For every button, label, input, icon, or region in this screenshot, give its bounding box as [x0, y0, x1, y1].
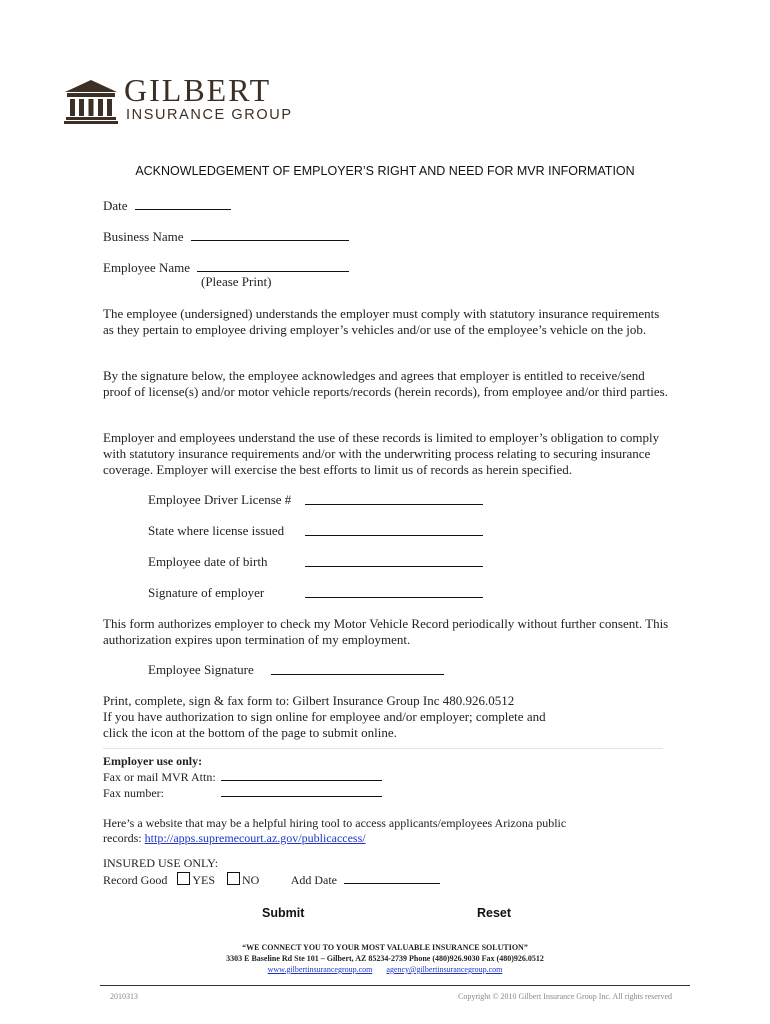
- employee-signature-label: Employee Signature: [148, 662, 254, 677]
- website-link[interactable]: www.gilbertinsurancegroup.com: [267, 965, 373, 974]
- dob-field[interactable]: [305, 554, 483, 567]
- form-code: 2010313: [110, 992, 138, 1001]
- fax-number-label: Fax number:: [103, 786, 164, 800]
- building-columns-logo-icon: [62, 78, 120, 126]
- add-date-label: Add Date: [290, 873, 338, 887]
- dob-label: Employee date of birth: [148, 554, 268, 569]
- license-label: Employee Driver License #: [148, 492, 292, 507]
- section-divider: [103, 748, 663, 749]
- fax-mail-field[interactable]: [221, 768, 382, 781]
- add-date-field[interactable]: [344, 871, 440, 884]
- license-field[interactable]: [305, 492, 483, 505]
- footer-rule: [100, 985, 690, 986]
- employee-name-field[interactable]: [197, 259, 349, 272]
- paragraph-2: By the signature below, the employee acknowledges and agrees that employer is entitled to receive/send proof of license(s) and/or motor vehicle reports/records (herein records), from employee and/or third parties.: [103, 368, 668, 399]
- instructions-line-2: If you have authorization to sign online for employee and/or employer; complete and: [103, 709, 546, 724]
- fax-number-field[interactable]: [221, 784, 382, 797]
- instructions-line-3: click the icon at the bottom of the page to submit online.: [103, 725, 397, 740]
- insured-use-title: INSURED USE ONLY:: [103, 856, 219, 870]
- footer-slogan: “WE CONNECT YOU TO YOUR MOST VALUABLE INSURANCE SOLUTION”: [242, 943, 528, 952]
- employer-signature-label: Signature of employer: [148, 585, 265, 600]
- business-label: Business Name: [103, 229, 184, 244]
- record-good-label: Record Good: [103, 873, 168, 887]
- logo-name: GILBERT: [124, 72, 272, 108]
- fax-mail-label: Fax or mail MVR Attn:: [103, 770, 216, 784]
- instructions-line-1: Print, complete, sign & fax form to: Gilbert Insurance Group Inc 480.926.0512: [103, 693, 515, 708]
- authorization-text: This form authorizes employer to check my Motor Vehicle Record periodically without further consent. This authorization expires upon termination of my employment.: [103, 616, 669, 647]
- employee-label: Employee Name: [103, 260, 190, 275]
- business-name-field[interactable]: [191, 228, 349, 241]
- yes-label: YES: [192, 873, 215, 887]
- date-label: Date: [103, 198, 128, 213]
- paragraph-3: Employer and employees understand the use of these records is limited to employer’s obligation to comply with statutory insurance requirements and/or with the underwriting process relating to securing insurance coverage. Employer will exercise the best efforts to limit us of records as herein specified.: [103, 430, 660, 477]
- date-field[interactable]: [135, 197, 231, 210]
- email-link[interactable]: agency@gilbertinsurancegroup.com: [386, 965, 503, 974]
- record-good-row: [103, 871, 440, 888]
- date-row: [103, 197, 231, 214]
- no-checkbox[interactable]: [227, 872, 240, 885]
- employer-signature-field[interactable]: [305, 585, 483, 598]
- state-label: State where license issued: [148, 523, 285, 538]
- website-records-row: [103, 831, 366, 846]
- records-prefix: records:: [103, 831, 145, 845]
- form-title: ACKNOWLEDGEMENT OF EMPLOYER’S RIGHT AND NEED FOR MVR INFORMATION: [135, 164, 635, 178]
- employee-signature-field[interactable]: [271, 662, 444, 675]
- footer-address: 3303 E Baseline Rd Ste 101 – Gilbert, AZ 85234-2739 Phone (480)926.9030 Fax (480)926.0512: [226, 954, 544, 963]
- logo-subtitle: INSURANCE GROUP: [126, 107, 293, 123]
- company-logo: [62, 72, 293, 126]
- please-print-note: (Please Print): [201, 274, 272, 289]
- paragraph-1: The employee (undersigned) understands the employer must comply with statutory insurance requirements as they pertain to employee driving employer’s vehicles and/or use of the employee’s vehicle on the job.: [103, 306, 660, 337]
- footer-links: [0, 965, 770, 974]
- public-access-link[interactable]: http://apps.supremecourt.az.gov/publicaccess/: [144, 831, 366, 845]
- website-text: Here’s a website that may be a helpful hiring tool to access applicants/employees Arizona public: [103, 816, 567, 830]
- copyright: Copyright © 2010 Gilbert Insurance Group Inc. All rights reserved: [458, 992, 673, 1001]
- reset-button[interactable]: Reset: [477, 906, 512, 920]
- yes-checkbox[interactable]: [177, 872, 190, 885]
- state-field[interactable]: [305, 523, 483, 536]
- employer-use-title: Employer use only:: [103, 754, 203, 768]
- submit-button[interactable]: Submit: [262, 906, 305, 920]
- no-label: NO: [242, 873, 260, 887]
- business-row: [103, 228, 349, 245]
